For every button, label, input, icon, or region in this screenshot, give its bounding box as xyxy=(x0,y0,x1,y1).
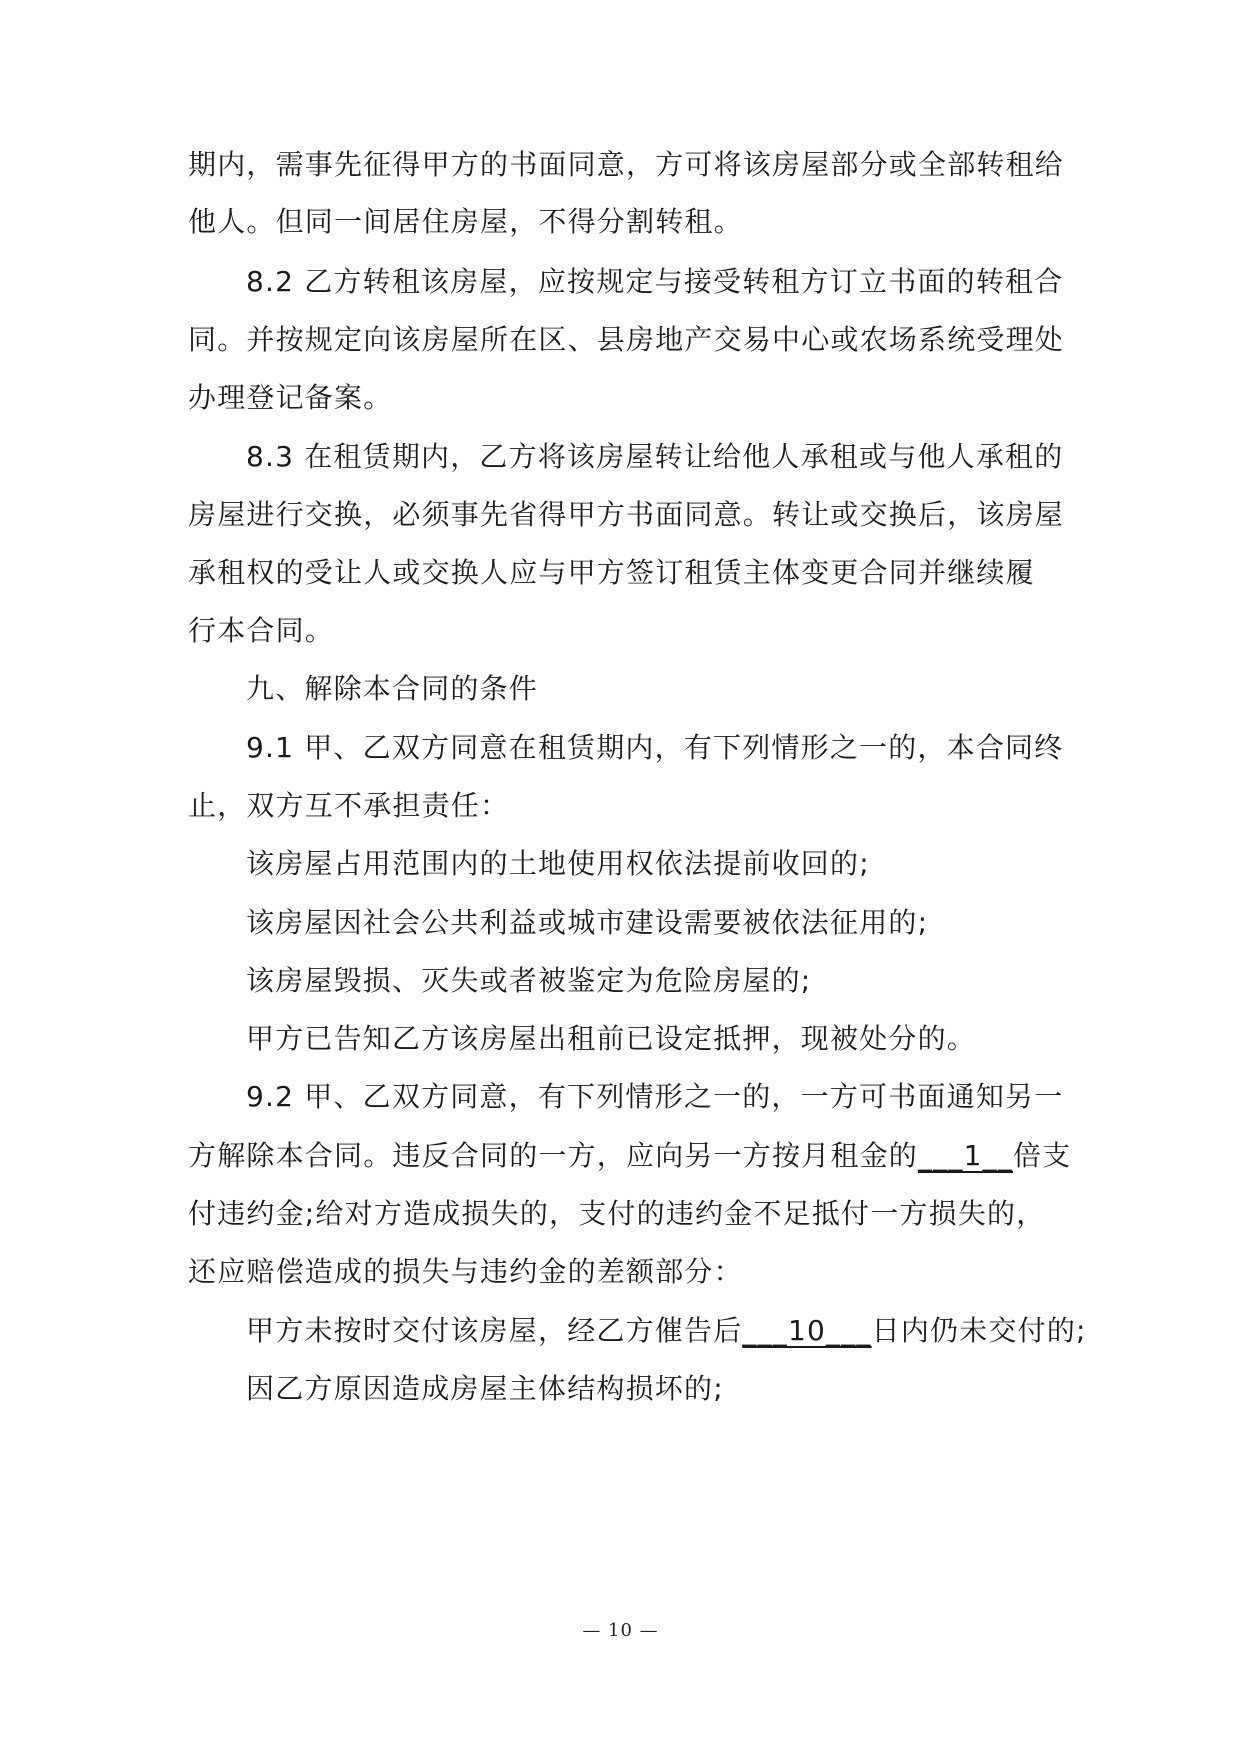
paragraph-line: 房屋进行交换，必须事先省得甲方书面同意。转让或交换后，该房屋 xyxy=(188,498,1065,531)
line-text: 日内仍未交付的; xyxy=(871,1314,1087,1347)
clause-8-2: 8.2 乙方转租该房屋，应按规定与接受转租方订立书面的转租合 xyxy=(246,265,1064,298)
paragraph-line: 承租权的受让人或交换人应与甲方签订租赁主体变更合同并继续履 xyxy=(188,556,1035,589)
line-text: 方解除本合同。违反合同的一方，应向另一方按月租金的 xyxy=(188,1139,919,1172)
clause-9-1: 9.1 甲、乙双方同意在租赁期内，有下列情形之一的，本合同终 xyxy=(246,731,1064,764)
fill-in-blank-multiplier: ___1__ xyxy=(918,1139,1014,1172)
paragraph-line: 同。并按规定向该房屋所在区、县房地产交易中心或农场系统受理处 xyxy=(188,323,1065,356)
paragraph-line: 期内，需事先征得甲方的书面同意，方可将该房屋部分或全部转租给 xyxy=(188,148,1065,181)
page-number: — 10 — xyxy=(582,1620,659,1641)
list-item: 因乙方原因造成房屋主体结构损坏的; xyxy=(246,1372,724,1405)
list-item: 该房屋因社会公共利益或城市建设需要被依法征用的; xyxy=(246,906,929,939)
fill-in-blank-days: ___10___ xyxy=(742,1314,872,1347)
paragraph-line: 他人。但同一间居住房屋，不得分割转租。 xyxy=(188,205,743,238)
list-item-with-blank xyxy=(246,1311,1087,1351)
paragraph-line-with-blank xyxy=(188,1136,1071,1176)
list-item: 该房屋占用范围内的土地使用权依法提前收回的; xyxy=(246,847,870,880)
list-item: 甲方已告知乙方该房屋出租前已设定抵押，现被处分的。 xyxy=(246,1022,977,1055)
section-heading-9: 九、解除本合同的条件 xyxy=(246,672,539,705)
line-text: 倍支 xyxy=(1013,1139,1072,1172)
line-text: 甲方未按时交付该房屋，经乙方催告后 xyxy=(246,1314,743,1347)
paragraph-line: 止，双方互不承担责任： xyxy=(188,789,510,822)
clause-8-3: 8.3 在租赁期内，乙方将该房屋转让给他人承租或与他人承租的 xyxy=(246,440,1064,473)
paragraph-line: 办理登记备案。 xyxy=(188,381,393,414)
paragraph-line: 行本合同。 xyxy=(188,614,335,647)
paragraph-line: 付违约金;给对方造成损失的，支付的违约金不足抵付一方损失的， xyxy=(188,1197,1046,1230)
list-item: 该房屋毁损、灭失或者被鉴定为危险房屋的; xyxy=(246,964,812,997)
clause-9-2: 9.2 甲、乙双方同意，有下列情形之一的，一方可书面通知另一 xyxy=(246,1080,1064,1113)
paragraph-line: 还应赔偿造成的损失与违约金的差额部分： xyxy=(188,1255,743,1288)
